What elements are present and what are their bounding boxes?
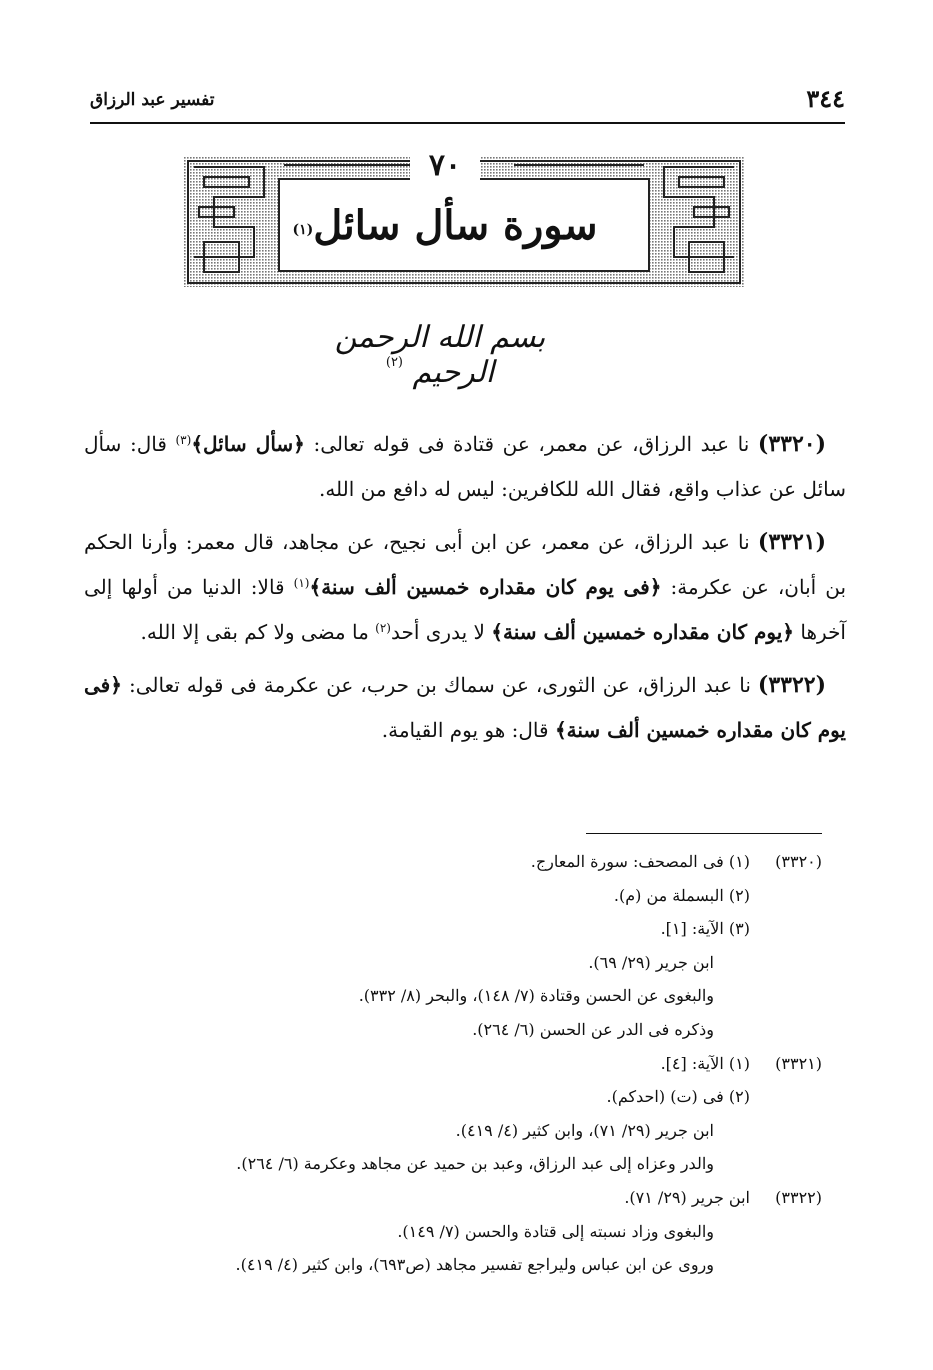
- paragraph-text: قالا: الدنيا من أولها إلى آخرها: [84, 575, 846, 644]
- quran-quote: ﴿سأل سائل﴾: [191, 432, 305, 456]
- footnote-line: [110, 1080, 822, 1114]
- footnote-line: [110, 1147, 822, 1181]
- footnote-line: [110, 912, 822, 946]
- footnote-ref: (٣): [175, 433, 192, 447]
- book-title: تفسير عبد الرزاق: [90, 90, 215, 110]
- running-header: [90, 84, 845, 122]
- hadith-number: (٣٣٢٢): [757, 672, 827, 698]
- paragraph-text: نا عبد الرزاق، عن الثورى، عن سماك بن حرب، عن عكرمة فى قوله تعالى:: [128, 673, 751, 697]
- footnote-line: [110, 979, 822, 1013]
- quran-quote: ﴿فى يوم كان مقداره خمسين ألف سنة﴾: [309, 575, 662, 599]
- surah-title-text: سورة سأل سائل: [313, 202, 598, 249]
- basmala-calligraphy: [300, 320, 580, 390]
- footnote-line: [110, 1248, 822, 1282]
- footnote-line: [110, 1013, 822, 1047]
- footnote-tag: (٣٣٢٢): [775, 1187, 822, 1207]
- footnote-text: (١) فى المصحف: سورة المعارج.: [530, 852, 750, 871]
- footnote-text: (٣) الآية: [١].: [660, 919, 750, 939]
- footnotes: [110, 845, 822, 1282]
- hadith-paragraph: [84, 520, 846, 655]
- basmala-text: بسم الله الرحمن الرحيم: [334, 320, 546, 390]
- footnote-line: [110, 1047, 822, 1081]
- footnote-ref: (٢): [375, 621, 391, 635]
- hadith-paragraph: [84, 663, 846, 753]
- footnote-text: (١) الآية: [٤].: [660, 1053, 750, 1073]
- hadith-number: (٣٣٢١): [757, 529, 826, 555]
- footnote-text: ابن جرير (٢٩/ ٧١)، وابن كثير (٤/ ٤١٩).: [455, 1120, 714, 1140]
- surah-title-note: (١): [292, 222, 314, 238]
- footnote-text: والبغوى عن الحسن وقتادة (٧/ ١٤٨)، والبحر (٨/ ٣٣٢).: [358, 986, 714, 1006]
- footnote-text: وروى عن ابن عباس وليراجع تفسير مجاهد (ص٦٩٣)، وابن كثير (٤/ ٤١٩).: [235, 1255, 714, 1275]
- footnote-text: وذكره فى الدر عن الحسن (٦/ ٢٦٤).: [472, 1019, 714, 1039]
- paragraph-text: لا يدرى أحد: [390, 620, 485, 644]
- footnote-line: [110, 879, 822, 913]
- footnote-text: (٢) البسملة من (م).: [613, 885, 750, 905]
- paragraph-text: نا عبد الرزاق، عن معمر، عن ابن أبى نجيح، عن مجاهد، قال معمر: وأرنا الحكم بن أبان، عن عكرمة:: [84, 530, 847, 599]
- paragraph-text: نا عبد الرزاق، عن معمر، عن قتادة فى قوله تعالى:: [313, 432, 750, 456]
- footnote-text: (٢) فى (ت) (احدكم).: [606, 1087, 750, 1107]
- paragraph-text: قال: سأل سائل عن عذاب واقع، فقال الله للكافرين: ليس له دافع من الله.: [84, 432, 846, 501]
- footnote-rule: [586, 833, 822, 834]
- footnote-line: [110, 1215, 822, 1249]
- footnote-tag: (٣٣٢١): [775, 1053, 822, 1073]
- hadith-paragraph: [84, 422, 846, 512]
- footnote-line: [110, 845, 822, 879]
- surah-title: [280, 198, 610, 254]
- footnote-line: [110, 946, 822, 980]
- footnote-ref: (١): [293, 576, 310, 590]
- footnote-text: ابن جرير (٢٩/ ٦٩).: [588, 952, 714, 972]
- basmala-note: (٢): [385, 355, 403, 370]
- header-rule: [90, 122, 845, 124]
- footnote-text: والدر وعزاه إلى عبد الرزاق، وعبد بن حميد عن مجاهد وعكرمة (٦/ ٢٦٤).: [236, 1154, 714, 1174]
- paragraph-text: ما مضى ولا كم بقى إلا الله.: [140, 620, 369, 644]
- hadith-number: (٣٣٢٠): [757, 431, 826, 457]
- footnote-text: ابن جرير (٢٩/ ٧١).: [624, 1187, 750, 1207]
- footnote-line: [110, 1181, 822, 1215]
- quran-quote: ﴿فى يوم كان مقداره خمسين ألف سنة﴾: [84, 673, 846, 742]
- footnote-tag: (٣٣٢٠): [775, 852, 822, 871]
- footnote-text: والبغوى وزاد نسبته إلى قتادة والحسن (٧/ ١٤٩).: [397, 1221, 714, 1241]
- page-number: ٣٤٤: [806, 84, 845, 113]
- paragraph-text: قال: هو يوم القيامة.: [381, 718, 549, 742]
- footnote-line: [110, 1114, 822, 1148]
- main-text: [84, 422, 846, 761]
- quran-quote: ﴿يوم كان مقداره خمسين ألف سنة﴾: [491, 620, 795, 644]
- surah-number: ٧٠: [410, 148, 480, 183]
